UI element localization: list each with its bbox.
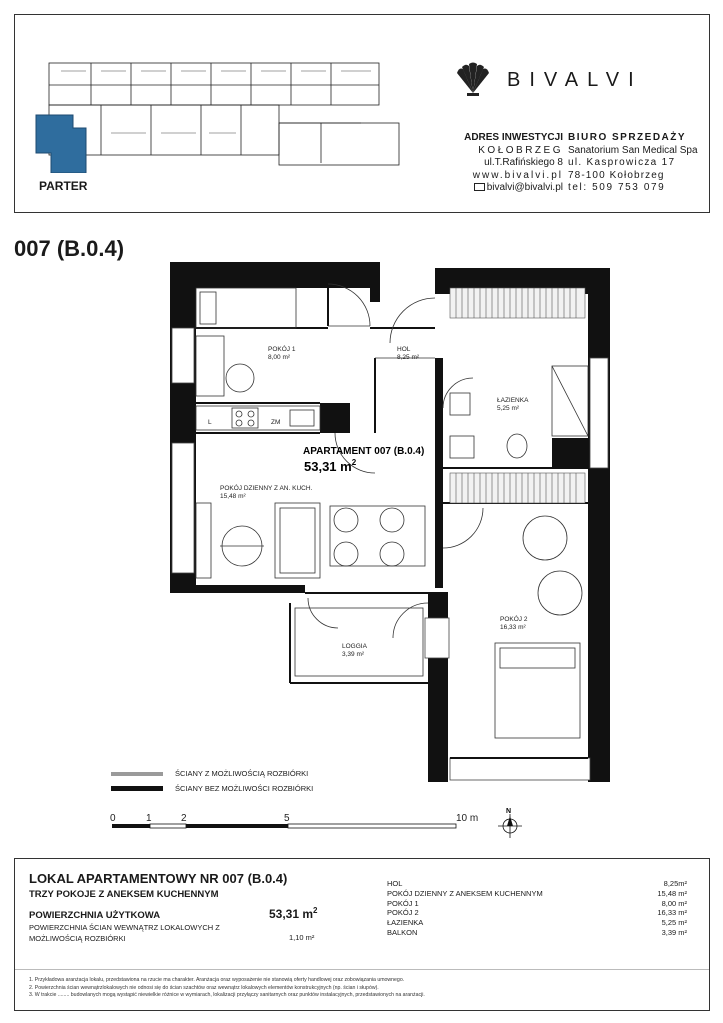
legend-permanent: ŚCIANY BEZ MOŻLIWOŚCI ROZBIÓRKI xyxy=(175,784,314,793)
scale-tick-10: 10 m xyxy=(456,813,479,824)
usable-area-sup: 2 xyxy=(313,906,318,915)
room-hol-name: HOL xyxy=(397,346,411,353)
footnote-3: 3. W trakcie ........ budowlanych mogą wystąpić niewielkie różnice w wymiarach, lokalizacji przyłączy sanitarnych oraz punktów instalacyjnych, przedstawionych na aranżacji. xyxy=(29,992,425,998)
usable-area-number: 53,31 m xyxy=(269,907,314,921)
room-list-name: POKÓJ 1 xyxy=(387,898,419,908)
sales-heading: BIURO SPRZEDAŻY xyxy=(568,132,687,143)
room-bath-area: 5,25 m² xyxy=(497,405,520,412)
apartment-area xyxy=(304,458,357,474)
key-plan xyxy=(31,53,411,173)
room-list-area: 3,39 m² xyxy=(661,927,687,937)
investment-email[interactable]: bivalvi@bivalvi.pl xyxy=(486,182,563,193)
room-pokoj2-name: POKÓJ 2 xyxy=(500,616,528,623)
usable-area-label: POWIERZCHNIA UŻYTKOWA xyxy=(29,910,161,921)
shell-logo-icon xyxy=(453,61,493,97)
kitchen-label-zm: ZM xyxy=(271,419,281,426)
sales-phone[interactable]: tel: 509 753 079 xyxy=(568,182,666,193)
legend-permanent-swatch xyxy=(111,786,163,791)
wall-east xyxy=(588,268,610,782)
room-loggia-area: 3,39 m² xyxy=(342,651,365,658)
room-list-area: 15,48 m² xyxy=(657,888,687,898)
scale-tick-0: 0 xyxy=(110,813,116,824)
investment-heading: ADRES INWESTYCJI xyxy=(464,132,563,143)
walls-label-2: MOŻLIWOŚCIĄ ROZBIÓRKI xyxy=(29,934,126,943)
summary-box xyxy=(14,858,710,1011)
room-living-area: 15,48 m² xyxy=(220,493,246,500)
room-list-item xyxy=(387,928,687,938)
divider xyxy=(15,969,709,970)
envelope-icon xyxy=(474,183,485,191)
wall-core-1 xyxy=(320,403,350,433)
room-list-name: BALKON xyxy=(387,927,418,937)
room-loggia-name: LOGGIA xyxy=(342,643,367,650)
room-list-item xyxy=(387,918,687,928)
summary-title: LOKAL APARTAMENTOWY NR 007 (B.0.4) xyxy=(29,871,288,886)
apartment-area-sup: 2 xyxy=(351,458,357,467)
floor-plan xyxy=(160,258,620,788)
usable-area-value xyxy=(269,906,318,921)
room-bath-name: ŁAZIENKA xyxy=(497,397,529,404)
apartment-area-value: 53,31 m xyxy=(304,459,352,474)
legend-removable: ŚCIANY Z MOŻLIWOŚCIĄ ROZBIÓRKI xyxy=(175,769,309,778)
walls-value: 1,10 m² xyxy=(289,933,315,942)
room-pokoj2-area: 16,33 m² xyxy=(500,624,526,631)
room-list-name: POKÓJ DZIENNY Z ANEKSEM KUCHENNYM xyxy=(387,888,543,898)
investment-city: KOŁOBRZEG xyxy=(478,144,563,156)
room-hol-area: 8,25 m² xyxy=(397,354,420,361)
scale-bar xyxy=(110,808,530,838)
room-living-name: POKÓJ DZIENNY Z AN. KUCH. xyxy=(220,485,313,492)
apartment-title: APARTAMENT 007 (B.0.4) xyxy=(303,446,425,457)
floor-label: PARTER xyxy=(39,179,88,193)
kitchen-label-l: L xyxy=(208,419,212,426)
room-list-area: 8,25m² xyxy=(663,879,687,888)
room-list-item xyxy=(387,889,687,899)
room-pokoj1-area: 8,00 m² xyxy=(268,354,291,361)
room-list-name: HOL xyxy=(387,879,403,888)
room-list-item xyxy=(387,879,687,889)
room-list-item xyxy=(387,908,687,918)
room-pokoj1-name: POKÓJ 1 xyxy=(268,346,296,353)
investment-website[interactable]: www.bivalvi.pl xyxy=(472,169,563,181)
wall-north-stub xyxy=(370,262,380,302)
scale-tick-1: 1 xyxy=(146,813,152,824)
brand-name: BIVALVI xyxy=(507,69,643,91)
room-list xyxy=(387,879,687,938)
footnote-2: 2. Powierzchnia ścian wewnątrzlokalowych nie odnosi się do ścian szachtów oraz wewnątrz lokalowych elementów konstrukcyjnych (np. ścian i słupów). xyxy=(29,984,379,991)
scale-tick-2: 2 xyxy=(181,813,187,824)
room-list-area: 16,33 m² xyxy=(657,908,687,918)
room-list-name: ŁAZIENKA xyxy=(387,918,424,928)
walls-label-1: POWIERZCHNIA ŚCIAN WEWNĄTRZ LOKALOWYCH Z xyxy=(29,923,220,932)
north-label: N xyxy=(506,808,512,815)
wall-bath-1 xyxy=(435,358,443,588)
wall-south-west xyxy=(170,585,305,593)
room-list-area: 5,25 m² xyxy=(661,918,687,928)
investment-email-row[interactable] xyxy=(435,182,563,195)
wall-north-west xyxy=(170,262,380,288)
investment-street: ul.T.Rafińskiego 8 xyxy=(484,157,563,168)
room-list-name: POKÓJ 2 xyxy=(387,908,419,918)
legend-removable-swatch xyxy=(111,772,163,776)
sales-street: ul. Kasprowicza 17 xyxy=(568,157,676,168)
room-list-area: 8,00 m² xyxy=(661,898,687,908)
highlighted-unit xyxy=(36,115,86,173)
room-list-item xyxy=(387,899,687,909)
sales-city: 78-100 Kołobrzeg xyxy=(568,169,665,181)
header-box xyxy=(14,14,710,213)
unit-code: 007 (B.0.4) xyxy=(14,236,125,261)
north-arrow-icon xyxy=(498,808,522,838)
footnotes xyxy=(29,977,699,1000)
wall-bath-2 xyxy=(552,438,596,468)
scale-tick-5: 5 xyxy=(284,813,290,824)
sales-company: Sanatorium San Medical Spa xyxy=(568,144,698,156)
footnote-1: 1. Przykładowa aranżacja lokalu, przedstawiona na rzucie ma charakter. Aranżacja oraz wyposażenie nie stanowią oferty handlowej oraz zobowiązania umownego. xyxy=(29,977,405,983)
summary-subtitle: TRZY POKOJE Z ANEKSEM KUCHENNYM xyxy=(29,889,219,900)
